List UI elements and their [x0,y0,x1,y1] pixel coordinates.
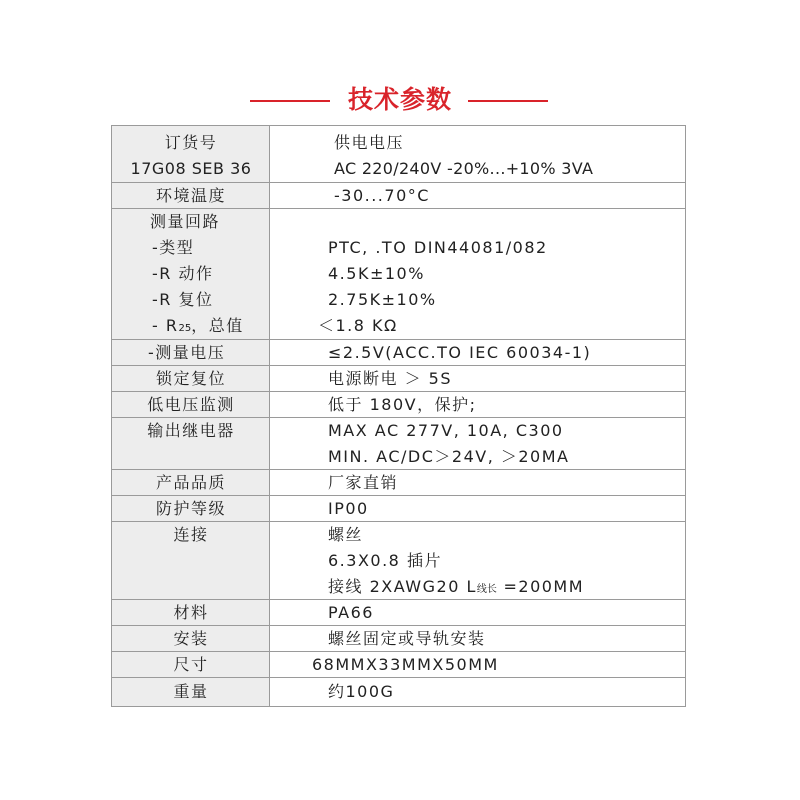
spec-label: -测量电压 [148,343,226,362]
spec-label: 尺寸 [173,655,209,674]
spec-value-wire: 接线 2XAWG20 L线长 =200MM [328,577,585,596]
spec-label: 材料 [173,603,209,622]
spec-value: IP00 [328,499,369,518]
spec-value: 厂家直销 [328,473,399,492]
spec-value: MAX AC 277V, 10A, C300 [328,421,564,440]
spec-label: 防护等级 [155,499,226,518]
spec-label: -R 复位 [152,290,214,309]
spec-value: 68MMX33MMX50MM [312,655,499,674]
spec-row-mounting [112,626,685,652]
title-line-right [468,100,548,102]
spec-row-lock-reset [112,366,685,392]
spec-label: -R 动作 [152,264,214,283]
spec-value: MIN. AC/DC＞24V, ＞20MA [328,447,570,466]
spec-label: -类型 [152,238,195,257]
spec-row-weight [112,678,685,706]
spec-value: AC 220/240V -20%...+10% 3VA [334,159,594,178]
spec-row-order-number [112,126,685,183]
spec-label: 输出继电器 [147,421,235,440]
spec-row-quality [112,470,685,496]
spec-row-material [112,600,685,626]
spec-value: 螺丝固定或导轨安装 [328,629,486,648]
spec-value: 6.3X0.8 插片 [328,551,442,570]
spec-value: 供电电压 [334,133,405,152]
spec-label: 产品品质 [155,473,226,492]
title-line-left [250,100,330,102]
spec-value: 螺丝 [328,525,364,544]
spec-value: PTC, .TO DIN44081/082 [328,238,548,257]
title-header [0,82,800,118]
spec-label: 订货号 [164,133,218,152]
spec-row-output-relay [112,418,685,470]
spec-row-dimensions [112,652,685,678]
spec-label: 连接 [173,525,209,544]
spec-row-measuring-voltage [112,340,685,366]
page-title: 技术参数 [347,85,452,114]
spec-row-protection [112,496,685,522]
spec-value: 2.75K±10% [328,290,437,309]
spec-row-ambient-temp [112,183,685,209]
spec-value: PA66 [328,603,374,622]
spec-label: 重量 [173,682,209,701]
spec-row-connection [112,522,685,600]
spec-label-r25: - R25，总值 [152,316,244,335]
spec-row-undervoltage [112,392,685,418]
spec-value: -30...70°C [334,186,430,205]
spec-value: 电源断电 ＞ 5S [328,369,453,388]
spec-value: 4.5K±10% [328,264,425,283]
spec-table [111,125,686,707]
spec-value: ＜1.8 KΩ [318,316,398,335]
spec-value: 约100G [328,682,395,701]
spec-label: 低电压监测 [147,395,235,414]
spec-label: 环境温度 [155,186,226,205]
spec-value: ≤2.5V(ACC.TO IEC 60034-1) [328,343,592,362]
spec-row-measuring-circuit [112,209,685,340]
spec-label: 测量回路 [150,212,221,231]
spec-label: 17G08 SEB 36 [130,159,252,178]
spec-label: 锁定复位 [155,369,226,388]
spec-label: 安装 [173,629,209,648]
spec-value: 低于 180V，保护; [328,395,477,414]
